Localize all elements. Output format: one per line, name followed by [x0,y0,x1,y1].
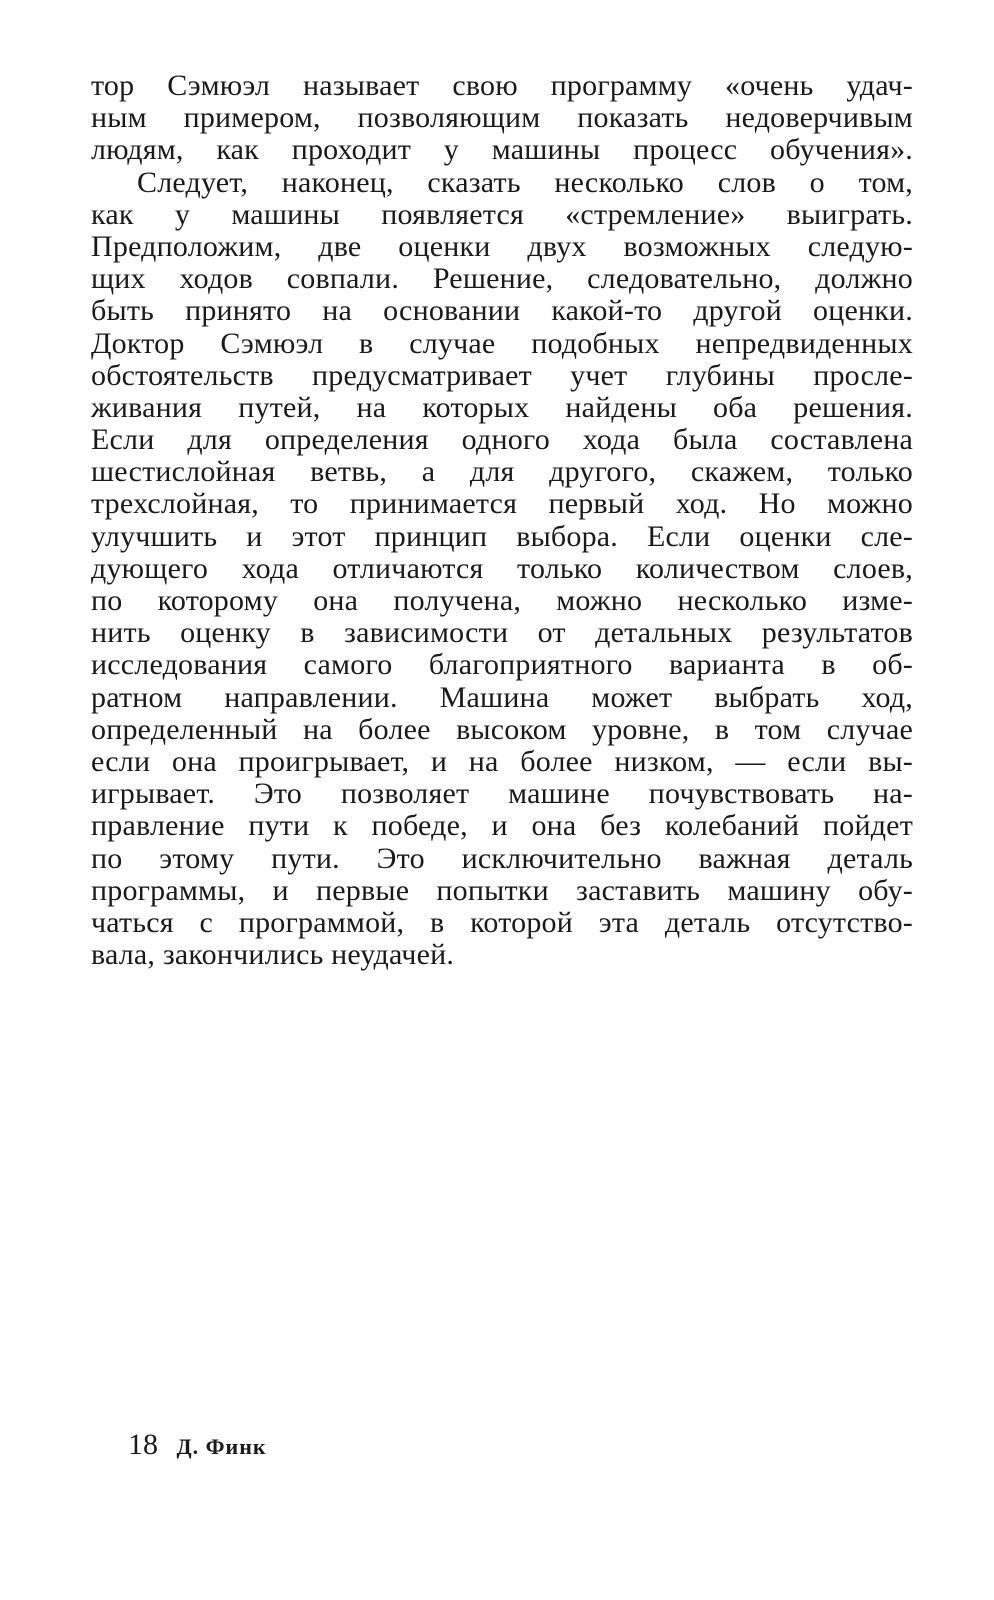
text-line: щих ходов совпали. Решение, следовательно, должно [91,262,913,296]
text-line: дующего хода отличаются только количеством слоев, [91,551,913,585]
text-line: нить оценку в зависимости от детальных результатов [91,616,913,650]
text-line: тор Сэмюэл называет свою программу «очень удач- [91,69,913,102]
text-line: шестислойная ветвь, а для другого, скажем, только [91,455,913,489]
text-line: быть принято на основании какой-то другой оценки. [91,294,913,328]
text-line: программы, и первые попытки заставить машину обу- [91,873,913,907]
paragraph-start-line: Следует, наконец, сказать несколько слов о том, [137,165,913,199]
text-line: определенный на более высоком уровне, в том случае [91,712,913,746]
paragraph-end-line: вала, закончились неудачей. [91,938,455,972]
text-line: Доктор Сэмюэл в случае подобных непредвиденных [91,326,913,360]
text-line: чаться с программой, в которой эта деталь отсутство- [91,905,913,939]
text-line: трехслойная, то принимается первый ход. Но можно [91,487,913,521]
text-line: Предположим, две оценки двух возможных следую- [91,229,913,263]
text-line: по которому она получена, можно несколько изме- [91,584,913,617]
text-line: как у машины появляется «стремление» выиграть. [91,197,913,231]
body-text [91,70,913,971]
signature-marker: Д. Финк [176,1434,267,1459]
text-line: ратном направлении. Машина может выбрать ход, [91,680,913,714]
text-line: людям, как проходит у машины процесс обучения». [91,133,913,167]
text-line: Если для определения одного хода была составлена [91,423,913,457]
text-line: игрывает. Это позволяет машине почувствовать на- [91,777,913,811]
text-line: улучшить и этот принцип выбора. Если оценки сле- [91,519,913,553]
page-number: 18 [128,1428,158,1461]
page-footer [128,1427,267,1465]
text-line: живания путей, на которых найдены оба решения. [91,390,913,424]
text-line: обстоятельств предусматривает учет глубины просле- [91,358,913,392]
text-line: по этому пути. Это исключительно важная деталь [91,841,913,875]
text-line: если она проигрывает, и на более низком, — если вы- [91,744,913,778]
text-line: правление пути к победе, и она без колебаний пойдет [91,809,913,843]
text-line: ным примером, позволяющим показать недоверчивым [91,101,913,135]
text-line: исследования самого благоприятного варианта в об- [91,648,913,682]
